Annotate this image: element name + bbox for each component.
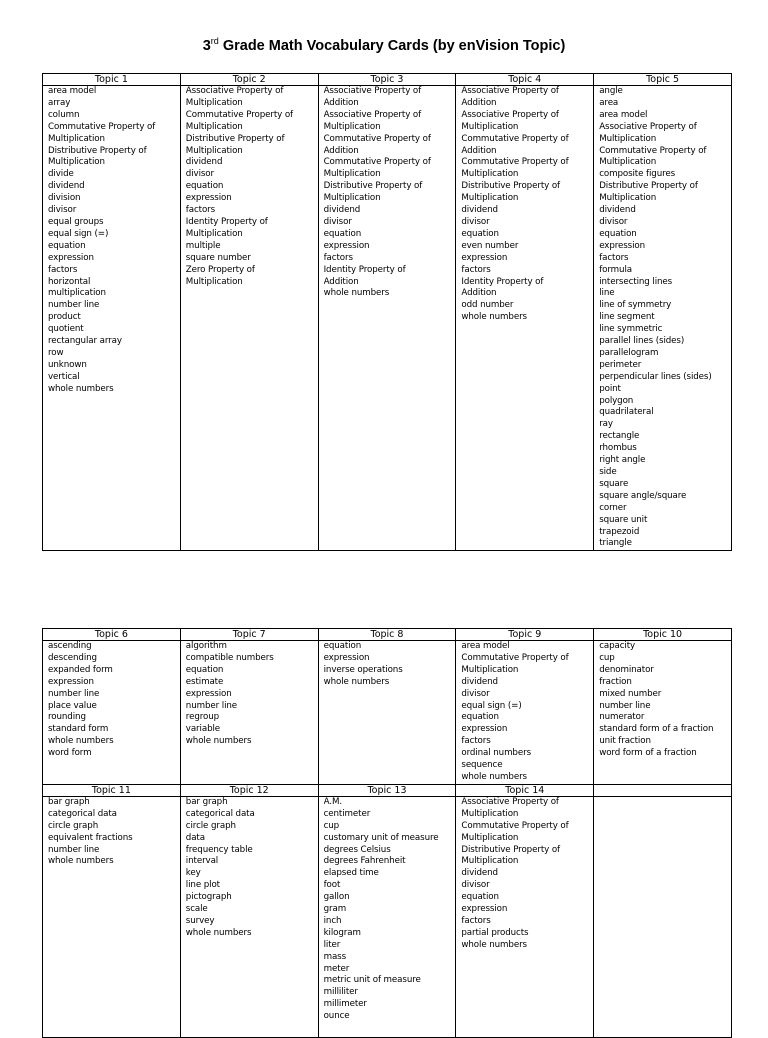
vocabulary-term: Commutative Property of [599, 145, 707, 156]
vocabulary-term: whole numbers [185, 736, 252, 747]
vocabulary-term: Commutative Property of [185, 109, 294, 120]
vocabulary-term: centimeter [323, 808, 371, 819]
vocabulary-term: whole numbers [48, 856, 114, 867]
vocabulary-term: composite figures [599, 169, 676, 180]
vocabulary-term: algorithm [185, 641, 227, 651]
vocabulary-term: Commutative Property of [461, 133, 569, 144]
vocabulary-term: ordinal numbers [461, 748, 531, 759]
vocabulary-term: Identity Property of [323, 264, 406, 275]
vocabulary-term: Multiplication [323, 169, 381, 180]
vocabulary-term: Distributive Property of [461, 844, 560, 855]
vocabulary-term: degrees Celsius [323, 844, 391, 855]
vocabulary-term: area [599, 97, 619, 108]
vocabulary-term: trapezoid [599, 526, 640, 537]
vocabulary-term: equal sign (=) [461, 700, 522, 711]
vocabulary-term: variable [185, 724, 221, 735]
vocabulary-term: ascending [48, 641, 92, 651]
vocabulary-term: inverse operations [323, 664, 403, 675]
vocabulary-term: quotient [48, 324, 84, 335]
vocabulary-term: equal groups [48, 216, 104, 227]
vocabulary-term: rectangular array [48, 336, 122, 347]
vocabulary-term: area model [48, 86, 97, 96]
topic-terms-cell [180, 86, 318, 551]
vocabulary-term: division [48, 193, 81, 204]
vocabulary-term: formula [599, 264, 632, 275]
vocabulary-term: circle graph [48, 820, 99, 831]
vocabulary-term: perpendicular lines (sides) [599, 371, 712, 382]
vocabulary-term: divisor [323, 216, 352, 227]
vocabulary-term: Associative Property of [323, 109, 422, 120]
vocabulary-term: Multiplication [48, 133, 105, 144]
vocabulary-term: survey [185, 915, 215, 926]
vocabulary-term: square unit [599, 514, 648, 525]
vocabulary-term: bar graph [48, 796, 90, 807]
vocabulary-term: angle [599, 86, 623, 96]
topic-terms-cell [456, 641, 594, 785]
vocabulary-term: place value [48, 700, 97, 711]
vocabulary-term: line segment [599, 312, 655, 323]
topic-terms-cell [594, 796, 732, 1037]
vocabulary-term: divisor [48, 205, 77, 216]
vocabulary-term: Multiplication [599, 193, 657, 204]
vocabulary-term: Associative Property of [461, 796, 559, 807]
vocabulary-term: column [48, 109, 80, 120]
topic-header: Topic 1 [43, 74, 181, 86]
vocabulary-term: whole numbers [461, 939, 527, 950]
vocabulary-term: millimeter [323, 999, 367, 1010]
vocabulary-term: Identity Property of [461, 276, 544, 287]
vocabulary-term: expression [48, 252, 94, 263]
vocabulary-term: whole numbers [461, 771, 527, 782]
vocabulary-term: Multiplication [185, 97, 243, 108]
vocabulary-term: whole numbers [185, 927, 252, 938]
header-row [43, 784, 732, 796]
vocabulary-term: equivalent fractions [48, 832, 133, 843]
vocabulary-term: categorical data [48, 808, 117, 819]
vocabulary-term: Commutative Property of [461, 157, 569, 168]
vocabulary-term: row [48, 347, 64, 358]
topic-header: Topic 5 [594, 74, 732, 86]
vocabulary-term: Associative Property of [323, 86, 422, 96]
vocabulary-term: bar graph [185, 796, 228, 807]
vocabulary-term: whole numbers [48, 736, 114, 747]
vocabulary-term: equation [323, 228, 362, 239]
topic-header: Topic 10 [594, 629, 732, 641]
vocabulary-term: capacity [599, 641, 636, 651]
vocabulary-term: number line [599, 700, 651, 711]
vocabulary-term: vertical [48, 371, 80, 382]
vocabulary-term: square number [185, 252, 251, 263]
topic-header: Topic 12 [180, 784, 318, 796]
vocabulary-term: Multiplication [599, 133, 657, 144]
vocabulary-term: estimate [185, 676, 224, 687]
vocabulary-term: Addition [461, 145, 497, 156]
vocabulary-term: right angle [599, 455, 646, 466]
vocabulary-term: mixed number [599, 688, 662, 699]
vocabulary-term: line of symmetry [599, 300, 672, 311]
vocabulary-term: Commutative Property of [48, 121, 156, 132]
vocabulary-term: factors [461, 736, 491, 747]
vocabulary-term: rounding [48, 712, 86, 723]
vocabulary-term: equation [461, 228, 499, 239]
vocabulary-term: milliliter [323, 987, 358, 998]
topic-header [594, 784, 732, 796]
topic-header: Topic 4 [456, 74, 594, 86]
vocabulary-term: standard form [48, 724, 109, 735]
vocabulary-term: expression [461, 252, 508, 263]
vocabulary-term: number line [48, 300, 100, 311]
vocabulary-term: mass [323, 951, 347, 962]
vocabulary-term: Addition [323, 97, 359, 108]
topic-header: Topic 2 [180, 74, 318, 86]
vocabulary-term: compatible numbers [185, 652, 274, 663]
vocabulary-term: frequency table [185, 844, 253, 855]
vocabulary-term: number line [48, 688, 100, 699]
vocabulary-term: Commutative Property of [461, 652, 569, 663]
topic-terms-cell [43, 641, 181, 785]
vocabulary-term: intersecting lines [599, 276, 673, 287]
vocabulary-term: expression [48, 676, 94, 687]
vocabulary-term: Multiplication [323, 193, 381, 204]
topic-terms-cell [180, 641, 318, 785]
vocabulary-term: factors [461, 915, 491, 926]
vocabulary-term: unknown [48, 359, 87, 370]
vocabulary-term: Addition [323, 145, 359, 156]
vocabulary-term: factors [323, 252, 353, 263]
vocabulary-term: expanded form [48, 664, 113, 675]
vocabulary-term: odd number [461, 300, 514, 311]
vocabulary-term: partial products [461, 927, 529, 938]
vocabulary-term: Multiplication [48, 157, 105, 168]
vocabulary-term: sequence [461, 760, 503, 771]
vocabulary-term: Distributive Property of [48, 145, 147, 156]
vocabulary-term: line symmetric [599, 324, 663, 335]
vocabulary-term: side [599, 467, 617, 477]
vocabulary-term: area model [461, 641, 510, 651]
vocabulary-term: Multiplication [185, 228, 243, 239]
vocabulary-term: descending [48, 652, 97, 663]
vocabulary-term: equal sign (=) [48, 228, 109, 239]
topic-terms-cell [318, 641, 456, 785]
vocabulary-term: expression [323, 652, 370, 663]
vocabulary-term: regroup [185, 712, 220, 723]
vocabulary-term: Addition [461, 288, 497, 299]
vocabulary-term: line plot [185, 880, 220, 891]
terms-row [43, 641, 732, 785]
vocabulary-term: standard form of a fraction [599, 724, 714, 735]
vocabulary-term: rectangle [599, 431, 640, 442]
topic-terms-cell [456, 86, 594, 551]
vocabulary-term: dividend [48, 181, 85, 192]
topic-terms-cell [456, 796, 594, 1037]
vocabulary-term: Multiplication [185, 276, 243, 287]
vocabulary-term: fraction [599, 676, 632, 687]
vocabulary-term: pictograph [185, 892, 232, 903]
vocabulary-term: quadrilateral [599, 407, 654, 418]
vocabulary-term: categorical data [185, 808, 255, 819]
vocabulary-term: Associative Property of [461, 109, 559, 120]
vocabulary-term: Multiplication [461, 664, 519, 675]
vocabulary-term: dividend [461, 868, 498, 879]
vocabulary-term: Multiplication [461, 193, 519, 204]
vocabulary-term: word form [48, 748, 92, 759]
vocabulary-term: product [48, 312, 81, 323]
vocabulary-term: factors [48, 264, 78, 275]
vocabulary-term: divide [48, 169, 74, 180]
vocabulary-term: square angle/square [599, 490, 687, 501]
topic-header: Topic 11 [43, 784, 181, 796]
vocabulary-term: cup [599, 652, 615, 663]
vocabulary-term: Multiplication [461, 832, 519, 843]
vocabulary-term: Distributive Property of [185, 133, 285, 144]
vocabulary-term: factors [185, 205, 216, 216]
topic-terms-cell [594, 641, 732, 785]
vocabulary-term: corner [599, 502, 627, 513]
vocabulary-term: dividend [461, 676, 498, 687]
vocabulary-term: divisor [599, 216, 628, 227]
vocabulary-term: equation [323, 641, 362, 651]
vocabulary-term: foot [323, 880, 341, 891]
vocabulary-term: dividend [461, 205, 498, 216]
vocabulary-term: Multiplication [461, 121, 519, 132]
vocabulary-term: Addition [461, 97, 497, 108]
topic-header: Topic 3 [318, 74, 456, 86]
topic-terms-cell [594, 86, 732, 551]
vocabulary-term: A.M. [323, 796, 343, 807]
vocabulary-term: Multiplication [323, 121, 381, 132]
vocabulary-term: interval [185, 856, 219, 867]
vocabulary-table-topics-6-14 [42, 628, 732, 1038]
vocabulary-term: dividend [323, 205, 361, 216]
vocabulary-term: gallon [323, 892, 350, 903]
vocabulary-term: equation [185, 181, 224, 192]
vocabulary-term: scale [185, 904, 208, 915]
vocabulary-term: denominator [599, 664, 654, 675]
vocabulary-term: line [599, 288, 615, 299]
vocabulary-term: equation [48, 240, 86, 251]
vocabulary-term: liter [323, 939, 341, 950]
header-row [43, 629, 732, 641]
vocabulary-term: expression [185, 688, 232, 699]
vocabulary-term: Multiplication [185, 121, 243, 132]
vocabulary-term: Distributive Property of [323, 181, 423, 192]
topic-terms-cell [43, 86, 181, 551]
vocabulary-term: array [48, 97, 71, 108]
vocabulary-term: ounce [323, 1011, 350, 1022]
vocabulary-term: horizontal [48, 276, 91, 287]
vocabulary-term: inch [323, 915, 342, 926]
vocabulary-term: Associative Property of [185, 86, 284, 96]
vocabulary-term: dividend [185, 157, 223, 168]
vocabulary-term: Identity Property of [185, 216, 268, 227]
terms-row [43, 86, 732, 551]
vocabulary-term: Multiplication [461, 169, 519, 180]
vocabulary-term: customary unit of measure [323, 832, 439, 843]
vocabulary-term: Associative Property of [461, 86, 559, 96]
topic-terms-cell [318, 86, 456, 551]
topic-header: Topic 8 [318, 629, 456, 641]
vocabulary-term: rhombus [599, 443, 637, 454]
vocabulary-term: point [599, 383, 621, 394]
vocabulary-term: triangle [599, 538, 632, 549]
vocabulary-term: gram [323, 904, 347, 915]
topic-header: Topic 14 [456, 784, 594, 796]
page-title: 3rd Grade Math Vocabulary Cards (by enVision Topic) [202, 36, 566, 54]
vocabulary-term: Associative Property of [599, 121, 697, 132]
vocabulary-term: whole numbers [323, 288, 390, 299]
vocabulary-term: dividend [599, 205, 636, 216]
vocabulary-term: Zero Property of [185, 264, 255, 275]
vocabulary-term: equation [461, 892, 499, 903]
vocabulary-term: expression [185, 193, 232, 204]
vocabulary-term: equation [461, 712, 499, 723]
vocabulary-term: even number [461, 240, 519, 251]
vocabulary-term: meter [323, 963, 350, 974]
vocabulary-term: metric unit of measure [323, 975, 421, 986]
topic-terms-cell [43, 796, 181, 1037]
vocabulary-term: perimeter [599, 359, 642, 370]
vocabulary-term: Distributive Property of [461, 181, 560, 192]
vocabulary-term: numerator [599, 712, 645, 723]
vocabulary-term: degrees Fahrenheit [323, 856, 406, 867]
vocabulary-term: divisor [461, 688, 490, 699]
terms-row [43, 796, 732, 1037]
vocabulary-term: Multiplication [185, 145, 243, 156]
topic-header: Topic 7 [180, 629, 318, 641]
vocabulary-term: number line [48, 844, 100, 855]
vocabulary-term: divisor [185, 169, 214, 180]
vocabulary-term: area model [599, 109, 648, 120]
vocabulary-term: key [185, 868, 201, 879]
vocabulary-term: multiplication [48, 288, 106, 299]
vocabulary-term: parallel lines (sides) [599, 336, 685, 347]
vocabulary-term: Multiplication [599, 157, 657, 168]
vocabulary-term: whole numbers [323, 676, 390, 687]
topic-terms-cell [318, 796, 456, 1037]
topic-terms-cell [180, 796, 318, 1037]
vocabulary-term: expression [461, 724, 508, 735]
vocabulary-table-topics-1-5 [42, 73, 732, 551]
vocabulary-term: equation [185, 664, 224, 675]
vocabulary-term: unit fraction [599, 736, 651, 747]
vocabulary-term: kilogram [323, 927, 361, 938]
vocabulary-term: Multiplication [461, 808, 519, 819]
vocabulary-term: elapsed time [323, 868, 379, 879]
vocabulary-term: data [185, 832, 205, 843]
vocabulary-term: cup [323, 820, 340, 831]
vocabulary-term: expression [599, 240, 646, 251]
vocabulary-term: ray [599, 419, 613, 430]
vocabulary-term: Commutative Property of [323, 157, 431, 168]
topic-header: Topic 9 [456, 629, 594, 641]
topic-header: Topic 6 [43, 629, 181, 641]
vocabulary-term: divisor [461, 880, 490, 891]
vocabulary-term: square [599, 478, 629, 489]
vocabulary-term: Commutative Property of [461, 820, 569, 831]
vocabulary-term: word form of a fraction [599, 748, 697, 759]
vocabulary-term: expression [323, 240, 370, 251]
vocabulary-term: Addition [323, 276, 359, 287]
vocabulary-term: whole numbers [461, 312, 527, 323]
vocabulary-term: number line [185, 700, 238, 711]
vocabulary-term: factors [461, 264, 491, 275]
vocabulary-term: whole numbers [48, 383, 114, 394]
topic-header: Topic 13 [318, 784, 456, 796]
vocabulary-term: parallelogram [599, 347, 659, 358]
vocabulary-term: factors [599, 252, 629, 263]
header-row [43, 74, 732, 86]
vocabulary-term: expression [461, 904, 508, 915]
vocabulary-term: multiple [185, 240, 221, 251]
vocabulary-term: Distributive Property of [599, 181, 698, 192]
vocabulary-term: polygon [599, 395, 634, 406]
vocabulary-term: Multiplication [461, 856, 519, 867]
vocabulary-term: circle graph [185, 820, 236, 831]
vocabulary-term: divisor [461, 216, 490, 227]
vocabulary-term: Commutative Property of [323, 133, 431, 144]
vocabulary-term: equation [599, 228, 637, 239]
